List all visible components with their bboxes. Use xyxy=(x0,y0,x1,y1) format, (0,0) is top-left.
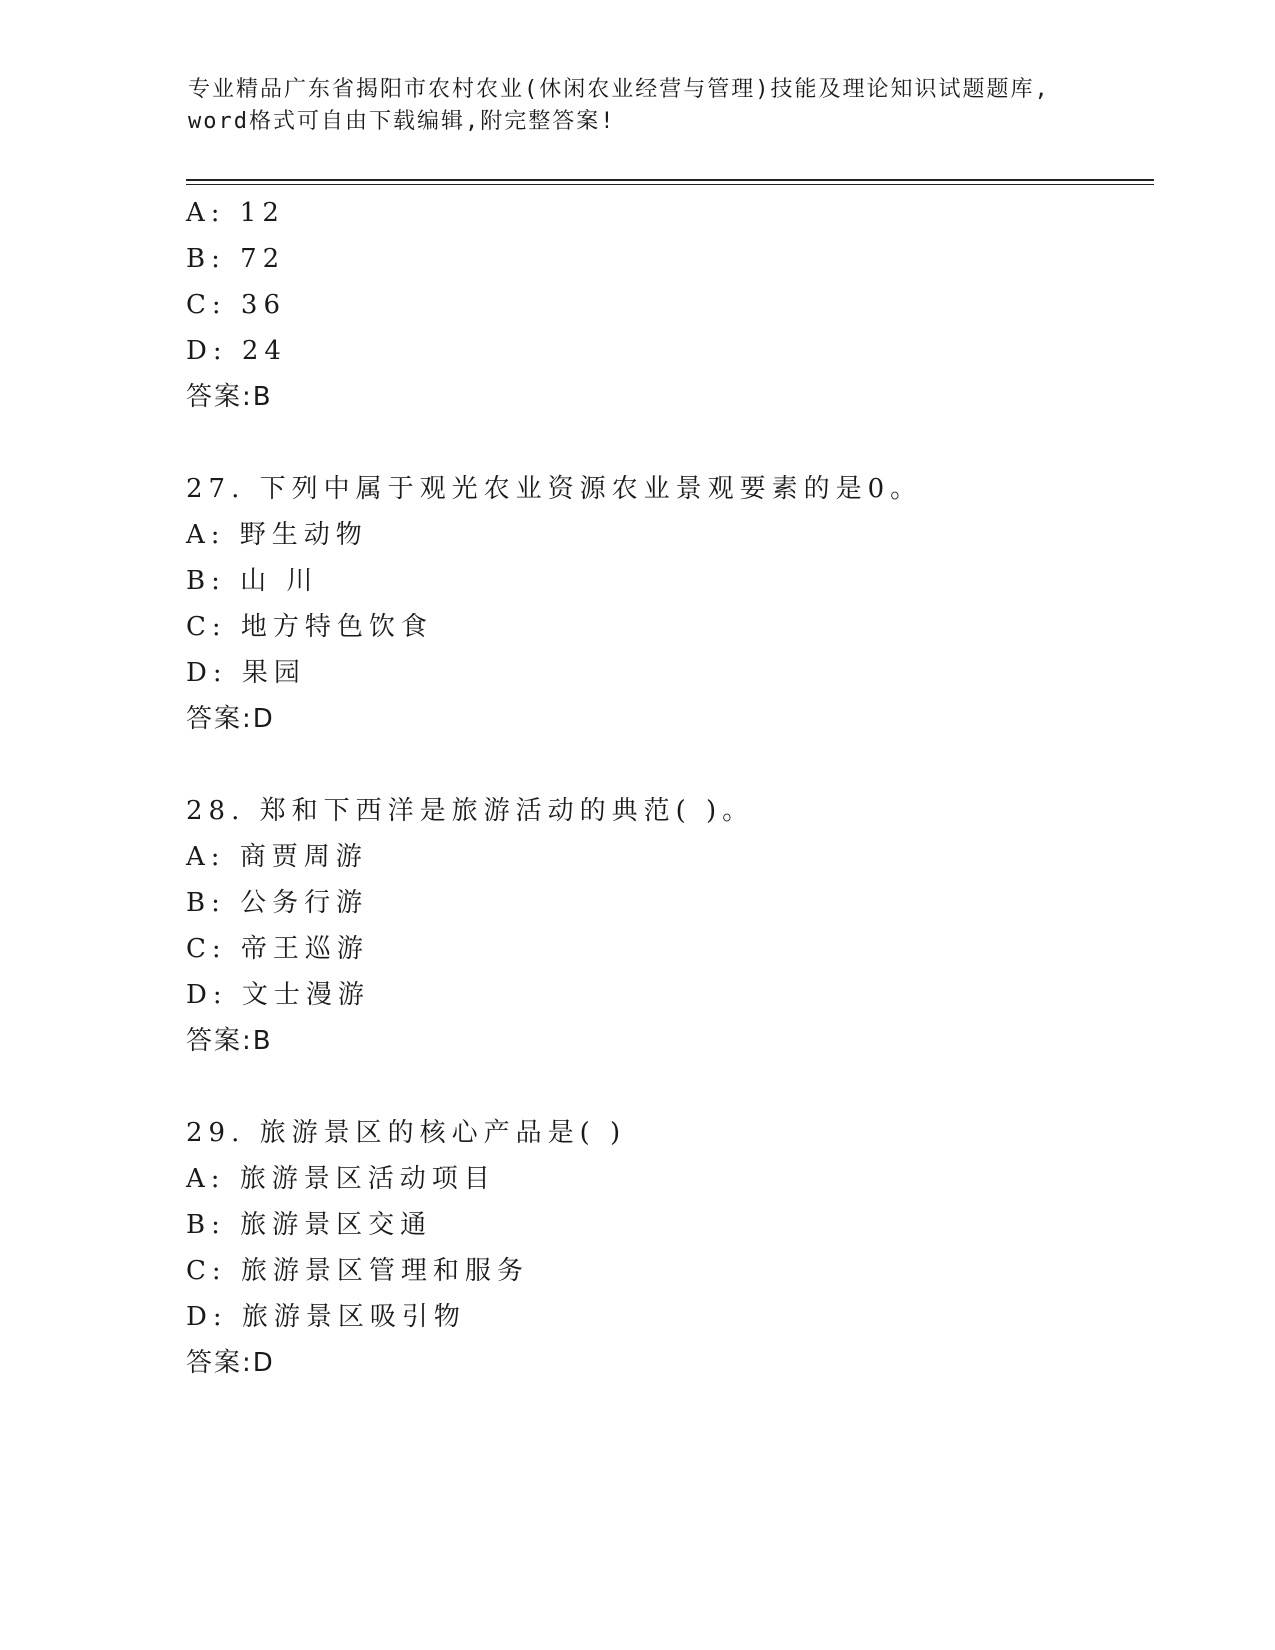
header-title-line-2: word格式可自由下载编辑,附完整答案! xyxy=(188,109,616,134)
answer-line: 答案:D xyxy=(186,1348,275,1378)
answer-line: 答案:B xyxy=(186,382,273,412)
option-b: B: 旅游景区交通 xyxy=(186,1210,433,1240)
spacer xyxy=(186,742,1146,788)
option-c: C: 帝王巡游 xyxy=(186,934,369,964)
answer-line: 答案:D xyxy=(186,704,275,734)
question-stem: 27. 下列中属于观光农业资源农业景观要素的是0。 xyxy=(186,474,923,504)
header-divider-thin xyxy=(186,184,1154,185)
option-a: A: 旅游景区活动项目 xyxy=(186,1164,496,1194)
option-a: A: 商贾周游 xyxy=(186,842,368,872)
option-d: D: 24 xyxy=(186,336,287,366)
document-header xyxy=(188,74,1088,138)
option-b: B: 72 xyxy=(186,244,286,274)
question-list xyxy=(186,190,1146,1386)
header-divider-thick xyxy=(186,179,1154,181)
question-29 xyxy=(186,1110,1146,1386)
option-a: A: 野生动物 xyxy=(186,520,368,550)
header-title-line-1: 专业精品广东省揭阳市农村农业(休闲农业经营与管理)技能及理论知识试题题库, xyxy=(188,77,1050,102)
spacer xyxy=(186,1064,1146,1110)
question-26-continued xyxy=(186,190,1146,420)
option-d: D: 旅游景区吸引物 xyxy=(186,1302,466,1332)
option-b: B: 山 川 xyxy=(186,566,319,596)
spacer xyxy=(186,420,1146,466)
option-c: C: 旅游景区管理和服务 xyxy=(186,1256,529,1286)
question-stem: 29. 旅游景区的核心产品是( ) xyxy=(186,1118,627,1148)
option-b: B: 公务行游 xyxy=(186,888,369,918)
option-a: A: 12 xyxy=(186,198,285,228)
option-d: D: 果园 xyxy=(186,658,306,688)
answer-line: 答案:B xyxy=(186,1026,273,1056)
question-stem: 28. 郑和下西洋是旅游活动的典范( )。 xyxy=(186,796,755,826)
option-c: C: 36 xyxy=(186,290,287,320)
question-27 xyxy=(186,466,1146,742)
option-d: D: 文士漫游 xyxy=(186,980,370,1010)
question-28 xyxy=(186,788,1146,1064)
option-c: C: 地方特色饮食 xyxy=(186,612,433,642)
